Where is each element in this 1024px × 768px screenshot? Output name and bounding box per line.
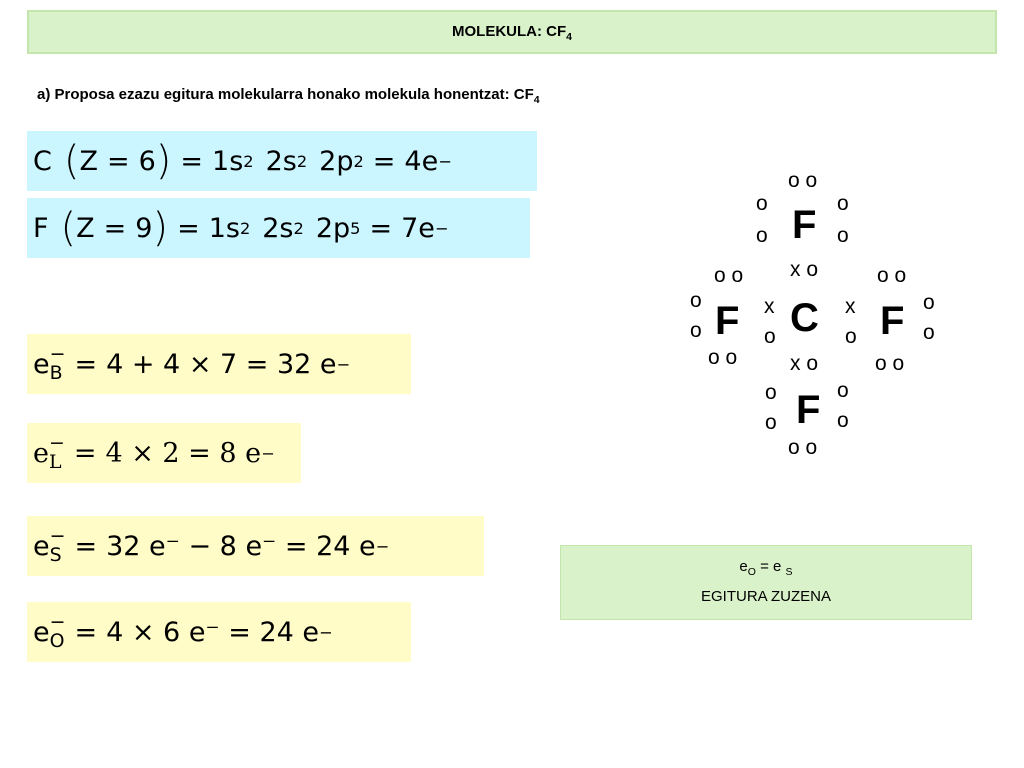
question-subscript: 4 xyxy=(533,94,540,106)
equation-eb: e − B = 4 + 4 × 7 = 32 e − xyxy=(27,334,411,394)
equation-eo: e − O = 4 × 6 e⁻ = 24 e − xyxy=(27,602,411,662)
question-label: a) Proposa ezazu egitura molekularra honako molekula honentzat: CF xyxy=(37,86,534,103)
bond-electron-x: x xyxy=(845,295,856,318)
lone-electron: o xyxy=(765,411,777,434)
fluorine-configuration: F ( Z = 9 ) = 1s 2 2s 2 2p 5 = 7e − xyxy=(27,198,530,258)
lone-electron: o xyxy=(837,224,849,247)
bond-electron-o: o xyxy=(764,325,776,348)
lone-electron: o xyxy=(690,289,702,312)
fluorine-symbol: F xyxy=(33,212,49,244)
fluorine-2s: 2s xyxy=(262,212,294,244)
bond-pair: x o xyxy=(790,258,819,281)
lone-electron: o xyxy=(765,381,777,404)
bond-pair: x o xyxy=(790,352,819,375)
result-equation: $e_O = e$ $_S$ xyxy=(739,558,793,578)
es-value: 32 e⁻ − 8 e⁻ = 24 e xyxy=(106,530,376,562)
fluorine-top: F xyxy=(792,203,817,247)
carbon-center: C xyxy=(790,296,819,340)
lone-electron: o xyxy=(756,192,768,215)
fluorine-bottom: F xyxy=(796,388,821,432)
lone-pair: o o xyxy=(877,264,907,287)
equation-es: e − S = 32 e⁻ − 8 e⁻ = 24 e − xyxy=(27,516,484,576)
lone-electron: o xyxy=(923,291,935,314)
carbon-2s: 2s xyxy=(265,145,297,177)
carbon-z-value: 6 xyxy=(138,145,156,177)
molecule-title: MOLEKULA: CF xyxy=(452,23,567,40)
el-value: 4 × 2 = 8 e xyxy=(105,437,262,469)
lone-electron: o xyxy=(690,319,702,342)
lone-pair: o o xyxy=(714,264,744,287)
el-symbol: e xyxy=(33,437,49,469)
fluorine-valence-electrons: 7e xyxy=(401,212,435,244)
fluorine-2p: 2p xyxy=(315,212,351,244)
title-bar xyxy=(27,10,997,54)
result-verdict: EGITURA ZUZENA xyxy=(700,588,831,605)
carbon-valence-electrons: 4e xyxy=(404,145,439,177)
carbon-1s: 1s xyxy=(212,145,244,177)
lone-pair: o o xyxy=(788,169,818,192)
fluorine-z-label: Z xyxy=(76,212,95,244)
bond-electron-o: o xyxy=(845,325,857,348)
lone-electron: o xyxy=(923,321,935,344)
eb-value: 4 + 4 × 7 = 32 e xyxy=(106,348,337,380)
carbon-symbol: C xyxy=(33,145,52,177)
es-symbol: e xyxy=(33,530,50,562)
fluorine-1s: 1s xyxy=(208,212,240,244)
lone-pair: o o xyxy=(875,352,905,375)
fluorine-right: F xyxy=(880,299,905,343)
eo-symbol: e xyxy=(33,616,50,648)
lone-electron: o xyxy=(756,224,768,247)
result-box xyxy=(560,545,972,620)
molecule-title-subscript: 4 xyxy=(566,31,572,43)
lone-pair: o o xyxy=(708,346,738,369)
question-text xyxy=(37,86,540,106)
carbon-z-label: Z xyxy=(79,145,98,177)
fluorine-left: F xyxy=(715,299,740,343)
equation-el: e − L = 4 × 2 = 8 e − xyxy=(27,423,301,483)
lone-electron: o xyxy=(837,379,849,402)
bond-electron-x: x xyxy=(764,295,775,318)
lone-electron: o xyxy=(837,192,849,215)
eb-symbol: e xyxy=(33,348,50,380)
eo-value: 4 × 6 e⁻ = 24 e xyxy=(106,616,320,648)
carbon-configuration: C ( Z = 6 ) = 1s 2 2s 2 2p 2 = 4e − xyxy=(27,131,537,191)
fluorine-z-value: 9 xyxy=(135,212,153,244)
carbon-2p: 2p xyxy=(319,145,354,177)
lone-pair: o o xyxy=(788,436,818,459)
lone-electron: o xyxy=(837,409,849,432)
